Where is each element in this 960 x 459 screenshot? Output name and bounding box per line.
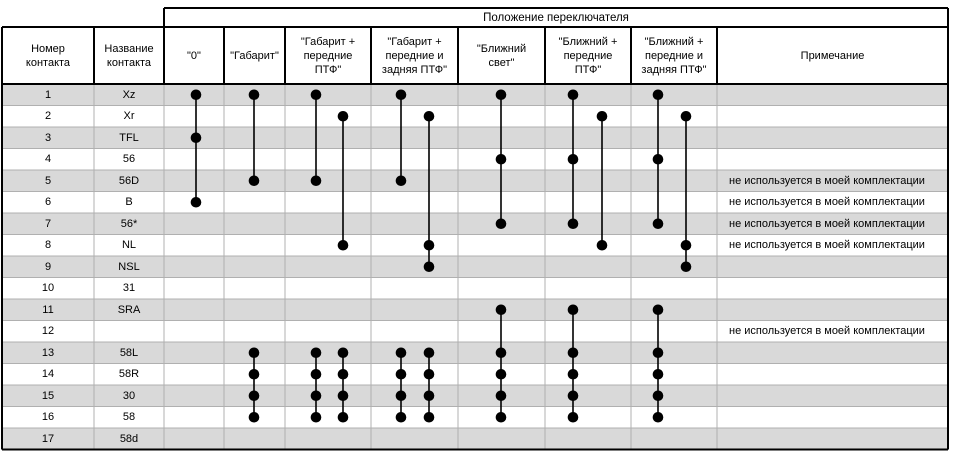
contact-dot [338, 347, 349, 358]
contact-name: 58d [119, 432, 139, 445]
contact-dot [681, 111, 692, 122]
contact-dot [311, 89, 322, 100]
contact-dot [496, 390, 507, 401]
contact-number: 7 [44, 217, 52, 230]
contact-dot [424, 261, 435, 272]
contact-dot [496, 304, 507, 315]
contact-dot [191, 197, 202, 208]
note-header: Примечание [800, 49, 865, 62]
contact-dot [653, 412, 664, 423]
contact-dot [311, 369, 322, 380]
contact-dot [424, 240, 435, 251]
contact-dot [568, 89, 579, 100]
contact-note: не используется в моей комплектации [729, 239, 925, 252]
contact-dot [249, 175, 260, 186]
contact-dot [424, 390, 435, 401]
contact-note: не используется в моей комплектации [729, 325, 925, 338]
contact-name: 58 [122, 411, 136, 424]
contact-name: 56D [118, 174, 140, 187]
contact-number: 9 [44, 260, 52, 273]
contact-dot [396, 175, 407, 186]
contact-dot [653, 347, 664, 358]
contact-dot [568, 390, 579, 401]
contact-dot [568, 304, 579, 315]
contact-dot [496, 89, 507, 100]
contact-dot [653, 218, 664, 229]
contact-dot [396, 369, 407, 380]
contact-dot [311, 390, 322, 401]
contact-name: Xr [123, 110, 135, 123]
contact-dot [338, 240, 349, 251]
contact-dot [191, 132, 202, 143]
contact-dot [681, 261, 692, 272]
contact-name: 30 [122, 389, 136, 402]
contact-number: 11 [42, 303, 54, 316]
contact-name: 56 [122, 153, 136, 166]
contact-dot [311, 412, 322, 423]
contact-number: 17 [41, 432, 55, 445]
switch-position-title: Положение переключателя [483, 11, 629, 24]
contact-dot [568, 218, 579, 229]
contact-dot [191, 89, 202, 100]
position-header: "Габарит + передние ПТФ" [300, 35, 356, 76]
contact-dot [597, 240, 608, 251]
contact-number: 6 [44, 196, 52, 209]
contact-dot [424, 369, 435, 380]
position-header: "Ближний + передние ПТФ" [558, 35, 618, 76]
contact-dot [396, 412, 407, 423]
contact-dot [496, 412, 507, 423]
position-header: "Ближний свет" [476, 42, 527, 69]
contact-dot [396, 390, 407, 401]
contact-dot [653, 304, 664, 315]
contact-number: 16 [41, 411, 55, 424]
contact-dot [568, 412, 579, 423]
contact-dot [424, 412, 435, 423]
contact-note: не используется в моей комплектации [729, 174, 925, 187]
contact-dot [338, 111, 349, 122]
contact-note: не используется в моей комплектации [729, 217, 925, 230]
contact-dot [396, 89, 407, 100]
contact-dot [568, 347, 579, 358]
contact-dot [496, 154, 507, 165]
contact-dot [424, 347, 435, 358]
contact-name: SRA [117, 303, 141, 316]
contact-name: 58L [119, 346, 139, 359]
contact-dot [681, 240, 692, 251]
contact-number: 1 [44, 88, 52, 101]
contact-dot [338, 412, 349, 423]
contact-dot [653, 369, 664, 380]
contact-dot [496, 347, 507, 358]
position-header: "Ближний + передние и задняя ПТФ" [641, 35, 707, 76]
contact-dot [249, 369, 260, 380]
contact-note: не используется в моей комплектации [729, 196, 925, 209]
contact-dot [597, 111, 608, 122]
position-header: "Габарит" [230, 49, 279, 62]
contact-name: TFL [119, 131, 139, 144]
contact-name: 31 [122, 282, 136, 295]
contact-dot [311, 347, 322, 358]
contact-dot [338, 369, 349, 380]
contact-number: 5 [44, 174, 52, 187]
contact-number: 12 [41, 325, 55, 338]
contact-dot [311, 175, 322, 186]
position-header: "Габарит + передние и задняя ПТФ" [381, 35, 448, 76]
contact-number-header: Номер контакта [25, 42, 71, 69]
contact-number: 10 [41, 282, 55, 295]
contact-name: NSL [118, 260, 140, 273]
contact-dot [653, 390, 664, 401]
contact-dot [653, 154, 664, 165]
contact-number: 3 [44, 131, 52, 144]
contact-dot [249, 89, 260, 100]
contact-dot [653, 89, 664, 100]
contact-dot [396, 347, 407, 358]
contact-dot [496, 369, 507, 380]
contact-dot [424, 111, 435, 122]
contact-number: 2 [44, 110, 52, 123]
position-header: "0" [187, 49, 201, 62]
contact-number: 14 [41, 368, 55, 381]
contact-name: B [125, 196, 133, 209]
contact-name: 58R [118, 368, 140, 381]
contact-number: 8 [44, 239, 52, 252]
contact-dot [249, 347, 260, 358]
contact-name: 56* [120, 217, 138, 230]
contact-name-header: Название контакта [104, 42, 154, 69]
contact-name: NL [121, 239, 137, 252]
contact-dot [249, 390, 260, 401]
contact-name: Xz [122, 88, 136, 101]
contact-dot [568, 369, 579, 380]
contact-dot [496, 218, 507, 229]
contact-number: 15 [41, 389, 55, 402]
contact-dot [568, 154, 579, 165]
contact-number: 13 [41, 346, 55, 359]
contact-dot [249, 412, 260, 423]
contact-dot [338, 390, 349, 401]
contact-number: 4 [44, 153, 52, 166]
